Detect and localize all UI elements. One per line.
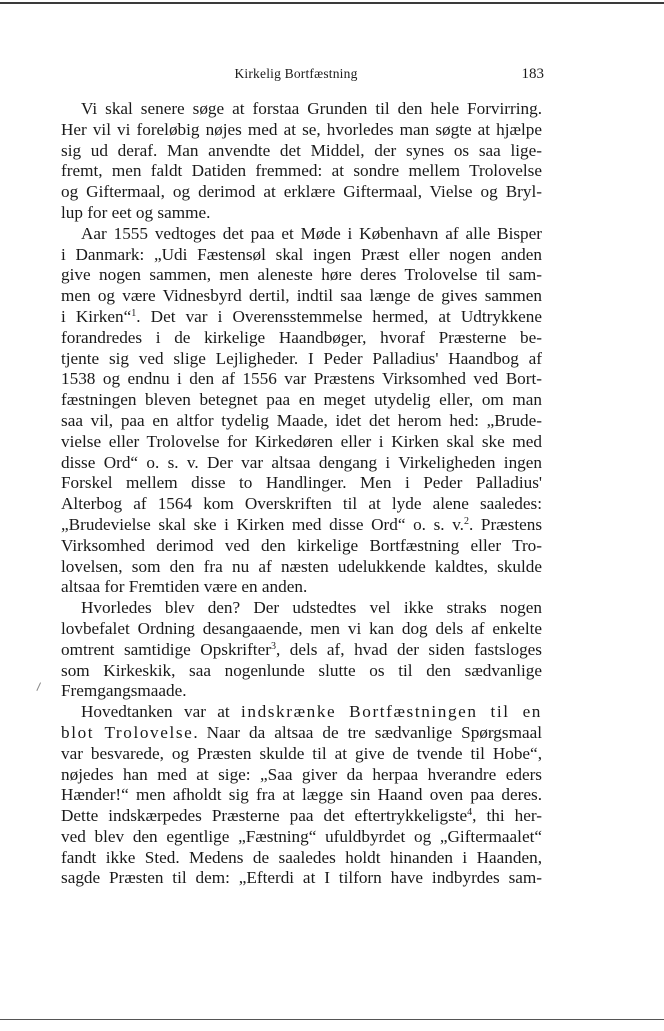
text-line: tjente sig ved slige Lejligheder. I Peder Palladius' Haandbog af — [61, 348, 542, 368]
text-line: var besvarede, og Præsten skulde til at give de tvende til Hobe“, — [61, 743, 542, 763]
footnote-ref: 2 — [463, 515, 469, 527]
line-segment: . Præstens — [468, 514, 543, 534]
spaced-emphasis: blot Trolovelse — [61, 722, 194, 742]
text-line — [61, 723, 542, 744]
line-segment: i Kirken“ — [61, 306, 132, 326]
text-line: forandredes i de kirkelige Haandbøger, hvoraf Præsterne be- — [61, 327, 542, 347]
text-line: og Giftermaal, og derimod at erklære Giftermaal, Vielse og Bryl- — [61, 182, 542, 202]
running-title: Kirkelig Bortfæstning — [234, 66, 358, 81]
page-number: 183 — [521, 66, 544, 82]
line-segment: Hovedtanken var at — [81, 702, 241, 722]
line-segment: , dels af, hvad der siden fastsloges — [275, 639, 542, 659]
text-line: Alterbog af 1564 kom Overskriften til at lyde alene saaledes: — [61, 494, 542, 514]
text-line: altsaa for Fremtiden være en anden. — [61, 577, 308, 597]
text-line — [61, 640, 542, 661]
line-segment: , thi her- — [472, 806, 542, 826]
text-line: fandt ikke Sted. Medens de saaledes holdt hinanden i Haanden, — [61, 847, 542, 867]
line-segment: Dette indskærpedes Præsterne paa det eftertrykkeligste — [61, 806, 468, 826]
text-line: nøjedes han med at sige: „Saa giver da herpaa hverandre eders — [61, 764, 542, 784]
text-line: sig ud deraf. Man anvendte det Middel, der synes os saa lige- — [61, 140, 542, 160]
text-line: Hvorledes blev den? Der udstedtes vel ikke straks nogen — [81, 598, 542, 618]
text-line — [61, 515, 542, 536]
text-line: Fremgangsmaade. — [61, 681, 187, 701]
text-line: Her vil vi foreløbig nøjes med at se, hvorledes man søgte at hjælpe — [61, 119, 542, 139]
text-line: saa vil, paa en altfor tydelig Maade, idet det herom hed: „Brude- — [61, 410, 542, 430]
text-line: Virksomhed derimod ved den kirkelige Bortfæstning eller Tro- — [61, 535, 542, 555]
body-text — [61, 99, 542, 889]
footnote-ref: 4 — [467, 807, 473, 819]
text-line: 1538 og endnu i den af 1556 var Præstens Virksomhed ved Bort- — [61, 369, 542, 389]
text-line — [61, 702, 542, 723]
text-line: Hænder!“ men afholdt sig fra at lægge sin Haand oven paa deres. — [61, 785, 542, 805]
running-head — [0, 66, 664, 86]
text-line: lovbefalet Ordning desangaaende, men vi kan dog dels af enkelte — [61, 618, 542, 638]
bottom-border-rule — [0, 1019, 664, 1020]
line-segment: omtrent samtidige Opskrifter — [61, 639, 271, 659]
line-segment: „Brudevielse skal ske i Kirken med disse Ord“ o. s. v. — [61, 514, 464, 534]
text-line: men og være Vidnesbyrd dertil, indtil saa længe de gives sammen — [61, 286, 542, 306]
text-line: Forskel mellem disse to Handlinger. Men i Peder Palladius' — [61, 473, 542, 493]
top-border-rule — [0, 2, 664, 4]
footnote-ref: 3 — [270, 640, 276, 652]
text-line: lovelsen, som den fra nu af næsten udelukkende kaldtes, skulde — [61, 556, 542, 576]
text-line: give nogen sammen, men aleneste høre deres Trolovelse til sam- — [61, 265, 542, 285]
margin-pencil-mark — [36, 682, 44, 692]
text-line: fæstningen bleven betegnet paa en meget utydelig eller, om man — [61, 390, 542, 410]
text-line: fremt, men faldt Datiden fremmed: at sondre mellem Trolovelse — [61, 161, 542, 181]
line-segment: . Naar da altsaa de tre sædvanlige Spørgsmaal — [193, 722, 542, 742]
text-line: ved blev den egentlige „Fæstning“ ufuldbyrdet og „Giftermaalet“ — [61, 826, 542, 846]
text-line: lup for eet og samme. — [61, 202, 211, 222]
text-line: i Danmark: „Udi Fæstensøl skal ingen Præst eller nogen anden — [61, 244, 542, 264]
footnote-ref: 1 — [131, 307, 137, 319]
text-line: vielse eller Trolovelse for Kirkedøren eller i Kirken skal ske med — [61, 431, 542, 451]
line-segment: . Det var i Overensstemmelse hermed, at Udtrykkene — [136, 306, 543, 326]
text-line: Vi skal senere søge at forstaa Grunden til den hele Forvirring. — [81, 99, 542, 118]
text-line — [61, 806, 542, 827]
text-line — [61, 307, 542, 328]
text-line: disse Ord“ o. s. v. Der var altsaa dengang i Virkeligheden ingen — [61, 452, 542, 472]
text-line: Aar 1555 vedtoges det paa et Møde i København af alle Bisper — [81, 223, 542, 243]
text-line: sagde Præsten til dem: „Efterdi at I tilforn have indbyrdes sam- — [61, 868, 542, 888]
spaced-emphasis: indskrænke Bortfæstningen til en — [241, 702, 542, 722]
text-line: som Kirkeskik, saa nogenlunde slutte os til den sædvanlige — [61, 660, 542, 680]
